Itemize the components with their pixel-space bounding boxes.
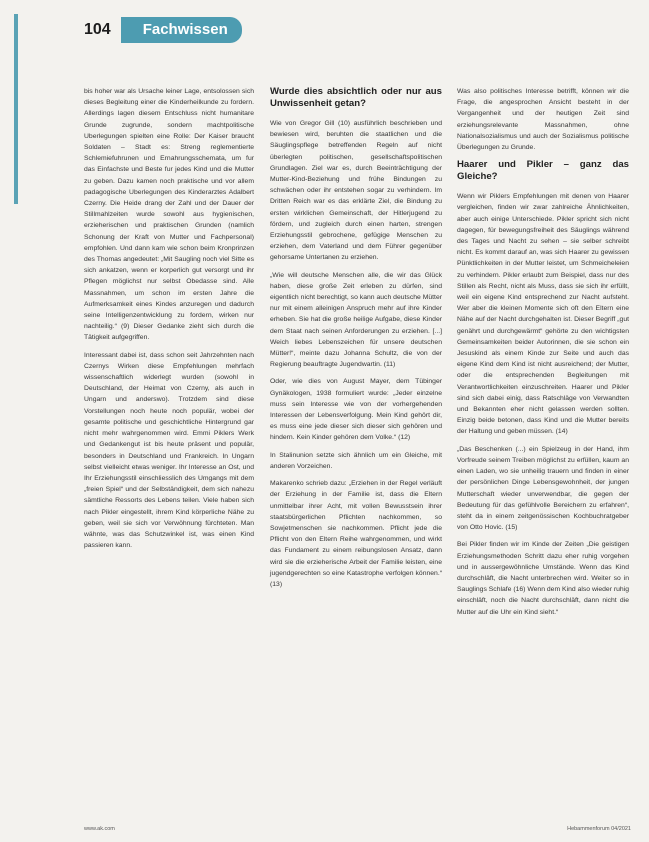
footer-right: Hebammenforum 04/2021 [567, 826, 631, 832]
section-tab: Fachwissen [121, 17, 242, 43]
column-1 [84, 86, 254, 557]
side-stripe [14, 14, 18, 204]
quote: „Das Beschenken (...) ein Spielzeug in der Hand, ihm Vorfreude seinem Treiben möglichst zu erfüllen, kaum an einen Laden, wo sie unheilig trauern und finden in einer der persönlichen Dinge Lebensgewohnheit, der jungen Mutterschaft wieder unverwendbar, die gegen der Bedeutung für das gefühlvolle Bereichern zu erfahren“, steht da in einem zeitgenössischen Kochbuchratgeber von Otto Hovic. (15) [457, 445, 629, 532]
paragraph: Was also politisches Interesse betrifft, können wir die Frage, die angesprochen Ansicht besteht in der Vergangenheit und der heutigen Zeit sind erziehungsrelevante Massnahmen, ohne Nationalsozialismus und auch der Sozialismus politische Überlegungen zu Grunde. [457, 88, 629, 152]
page-header [84, 18, 242, 42]
paragraph: bis hoher war als Ursache leiner Lage, entsolossen sich dieses Begleitung einer die Kinderheilkunde zu fordern. Allerdings lagen diesem Entschluss nicht humanitare Grunde zugrunde, sondern machtpolitische Uberlegungen spielten eine Rolle: Der Kaiser braucht Soldaten – Stadt es: Streng reglementierte Schlemiefuhrunen und Ernahrungsschemata, um fur das Einfachste und Beste fur jedes Kind und die Mutter zu geben. Dazu kamen noch praktische und vor allem padagogische Uberlegungen des Kinderarztes Adalbert Czerny. Die Heide drang der Zahl und der Dauer der Stillmahlzeiten wurde sowohl aus hygienischen, erzieherischen und praktischen Grunden (namlich Schonung der Kraft von Mutter und Fachpersonal) empfohlen. Und dann kam wie schon beim Kronprinzen des Thomas angedeutet: „Mit Saugling noch viel Sitte es sich ankatzen, wenn er korperlich gut versorgt und ihr Pflegen möglichst nur selbst Obedasse sind. Alle Massnahmen, um schon im ersten Jahre die Aufmerksamkeit eines Kindes anzuregen und dadurch seine Intelligenzentwicklung zu fordern, wirken nur nachteilig.“ (9) Dieser Gedanke zieht sich durch die Tätigkeit aufgegriffen. [84, 88, 254, 342]
paragraph: Makarenko schrieb dazu: „Erziehen in der Regel verläuft der Erziehung in der Familie ist, dass die Eltern unmittelbar ihrer Acht, mit vollen Bewusstsein ihrer staatsbürgerlichen Pflichten nachkommen, so Sowjetmenschen sie nachkommen. Pflicht jede die Pflicht von den Eltern Reihe wahrgenommen, und wirkt das Fundament zu einem reibungslosen Ansatz, dann wird sie die erzieherische Arbeit der Familie leisten, eine jugendgerechten so eine Katastrophe verfolgen können.“ (13) [270, 480, 442, 588]
paragraph: In Stalinunion setzte sich ähnlich um ein Gleiche, mit anderen Vorzeichen. [270, 451, 442, 470]
paragraph: Wie von Gregor Gill (10) ausführlich beschrieben und bewiesen wird, beruhten die staatlichen und die Säuglingspflege betreffenden Regeln auf nicht überlegten politischen, gesellschaftspolitischen Grundlagen. Ziel war es, durch Beeinträchtigung der Mutter-Kind-Beziehung und frühe Bindungen zu schwächen oder ihr entstehen sogar zu verhindern. Im Dritten Reich war es das erklärte Ziel, die Bindung zu ersten wirklichen Gemeinschaft, der Hitlerjugend zu fördern, und zugleich durch einen harten, strengen Erziehungsstil gebrochene, gefügige Menschen zu erziehen, dem Vaterland und dem Führer gegenüber gehorsame Untertanen zu erziehen. [270, 120, 442, 262]
paragraph: Interessant dabei ist, dass schon seit Jahrzehnten nach Czernys Wirken diese Empfehlungen mehrfach wissenschaftlich widerlegt wurden (sowohl in Deutschland, der Heimat von Czerny, als auch in Ungarn und anderswo). Trotzdem sind diese Vorstellungen noch heute noch populär, wobei der gesamte politische und geschichtliche Hintergrund gar nicht mehr wahrgenommen wird. Emmi Piklers Werk und Gedankengut ist bis heute präsent und populär, besonders in Deutschland und Frankreich. In Ungarn selbst vielleicht etwas weniger. Ihr Interesse an Ost, und Ihr Erziehungsstil einschliesslich des Umgangs mit dem „freien Spiel“ und der Selbständigkeit, dem sich nahezu sämtliche Ressorts des Lebens teilen. Viele haben sich nach Pikler eingestellt, ihrem Kind körperliche Nähe zu geben, weil sie sich vor Verwöhnung fürchteten. Man wähnte, was das Schutzwinkel ist, was einen Kind passieren kann. [84, 351, 254, 550]
column-3 [457, 86, 629, 624]
quote: Bei Pikler finden wir im Kinde der Zeiten „Die geistigen Erziehungsmethoden Schritt dazu eher ruhig vorgehen und in aussergewöhnliche Umstände. Wenn das Kind durchschläft, die Nacht unterbrechen wird. Weiter so in Sauglings Schlafe (16) Wenn dem Kind also wieder ruhig einschläft, noch die Nacht durchschläft, dann nicht die Mutter auf die Uhr ein Kind sieht.“ [457, 541, 629, 616]
paragraph: Oder, wie dies von August Mayer, dem Tübinger Gynäkologen, 1938 formuliert wurde: „Jeder einzelne muss sein Interesse wie von der vorhergehenden Interessen der Lebensverfolgung. Mein Kind gehört dir, es muss eine jede dieser sich dieser sich gehören und hindern. Kein Kinder gehören dem Volke.“ (12) [270, 378, 442, 442]
section-heading: Wurde dies absichtlich oder nur aus Unwissenheit getan? [270, 86, 442, 109]
quote: „Wie will deutsche Menschen alle, die wir das Glück haben, diese große Zeit erleben zu dürfen, sind eigentlich nicht berechtigt, so kann auch deutsche Mütter nur mit einem alleinigen Anspruch mehr auf ihre Kinder erheben. Sie hat die große heilige Aufgabe, diese Kinder dem Staat nach seinen Anforderungen zu erziehen. [...] Weich liebes Lebenszeichen für unsere deutschen Mütter!“, meinte dazu Johanna Schultz, die von der Regierung beauftragte Jugendwartin. (11) [270, 271, 442, 369]
section-heading: Haarer und Pikler – ganz das Gleiche? [457, 159, 629, 183]
page-number: 104 [84, 21, 111, 38]
paragraph: Wenn wir Piklers Empfehlungen mit denen von Haarer vergleichen, finden wir zwar zahlreiche Ähnlichkeiten, aber auch einige Unterschiede. Pikler spricht sich nicht dagegen, für bewegungsfreiheit des Säuglings während des Tages und Nacht zu sehen – sie selber schreibt nicht. Es kommt darauf an, was sich Haarer zu gewissen Pünktlichkeiten in der Mutter leistet, um Schmeicheleien zu verhindern. Pikler erlaubt zum Beispiel, dass nur des Stillen als Recht, nicht als Muss, dass sie sich ihr erfüllt, weil ein eigene Kind entsprechend zur Nacht aufsteht. Wer aber die kleinen Momente sich oft den Eltern eine Nähe auf der Nacht durchgehalten ist. Dieser Begriff „gut genährt und durchgewärmt“ gehörte zu den wichtigsten Gemeinsamkeiten beider Autorinnen, die sie schon ein Jesuskind als einem Kinde zur Seite und auch das eigene Kind dem Kind ist nicht ausreichend; der Mutter, oder die entsprechenden Begleitungen mit Verantwortlichkeiten einzuschreiten. Haarer und Pikler sind sich dabei einig, dass Ratschläge von Verwandten und Bekannten eher nicht gelassen werden sollten. Einzig beide betonen, dass Kind und die Mutter bereits der Haltung und geben müssen. (14) [457, 193, 629, 436]
footer-left: www.ak.com [84, 826, 115, 832]
column-2 [270, 86, 442, 596]
